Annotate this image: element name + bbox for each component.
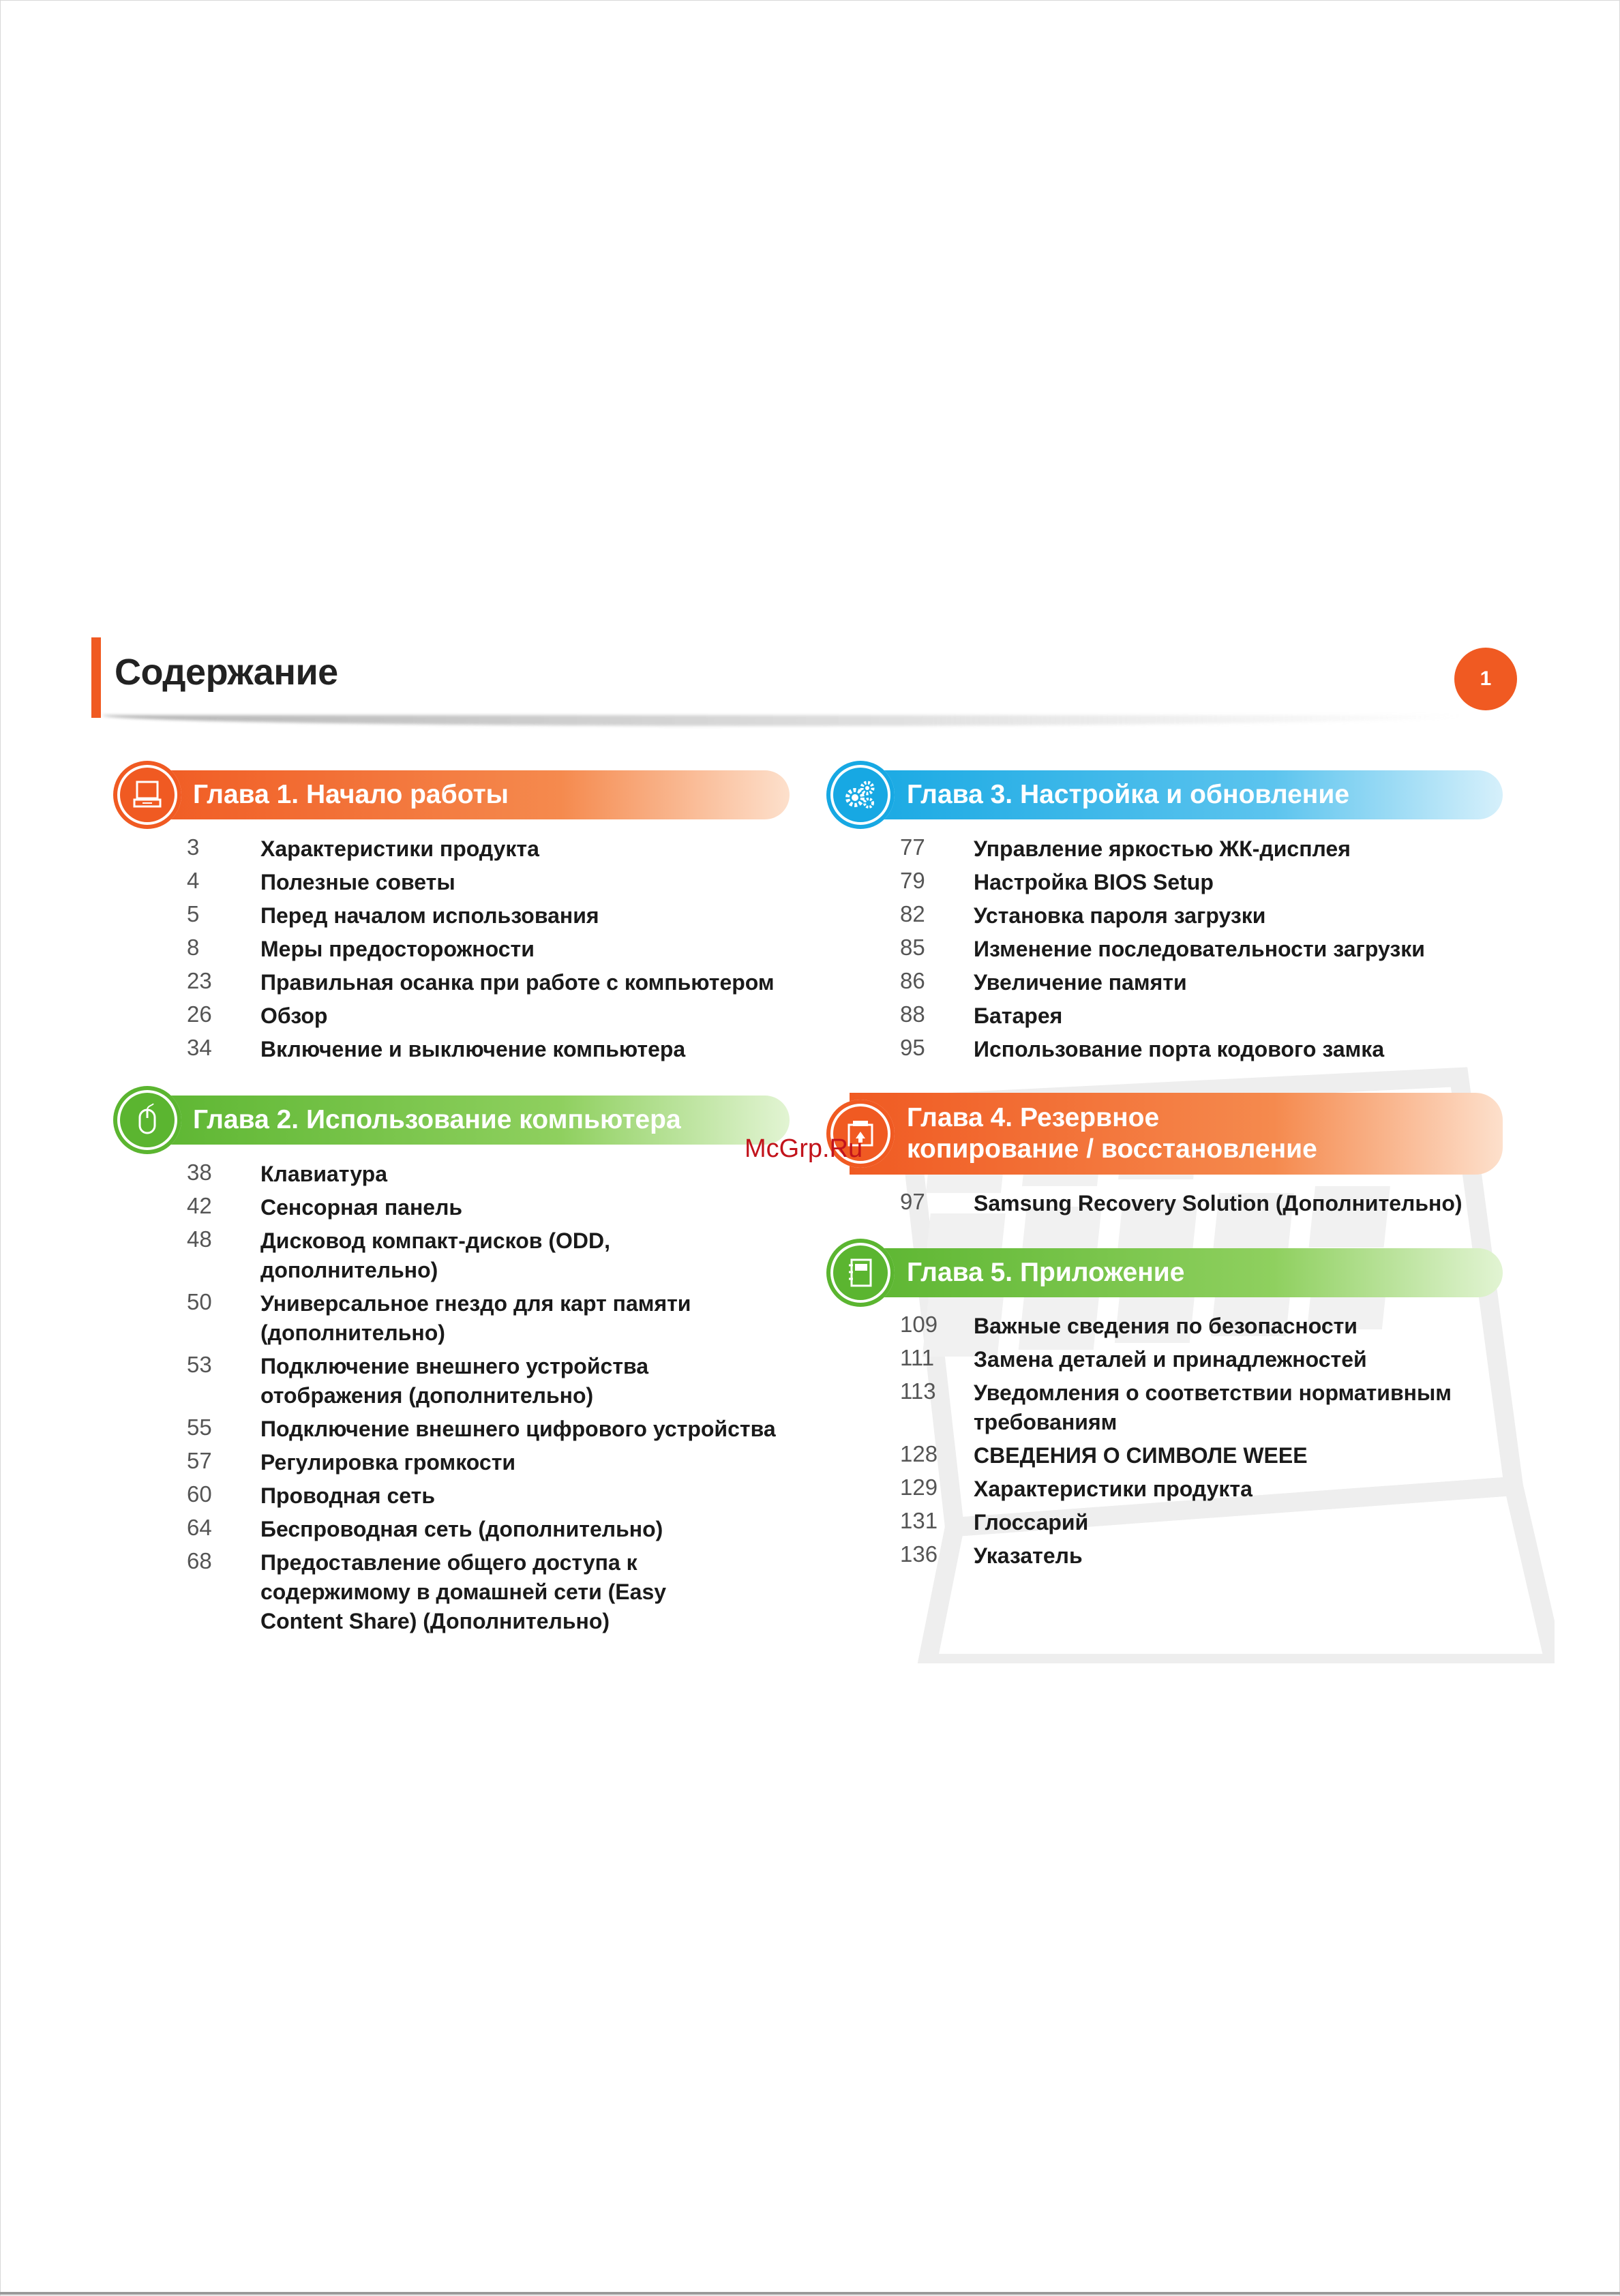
toc-entry[interactable] xyxy=(187,1035,775,1064)
toc-title: Указатель xyxy=(974,1543,1083,1568)
chapter-2-list xyxy=(187,1160,776,1640)
toc-page-number: 34 xyxy=(187,1035,212,1060)
toc-entry[interactable] xyxy=(187,1481,776,1511)
toc-entry[interactable] xyxy=(900,968,1425,997)
chapter-4-title[interactable]: Глава 4. Резервное копирование / восстановление xyxy=(907,1103,1317,1164)
toc-page-number: 26 xyxy=(187,1001,212,1027)
toc-page-number: 53 xyxy=(187,1352,212,1377)
chapter-4-list xyxy=(900,1189,1462,1222)
toc-entry[interactable] xyxy=(187,935,775,964)
toc-title: Изменение последовательности загрузки xyxy=(974,937,1425,961)
toc-page-number: 42 xyxy=(187,1193,212,1218)
toc-title: Управление яркостью ЖК-дисплея xyxy=(974,836,1351,861)
toc-page-number: 5 xyxy=(187,901,200,926)
toc-title: Настройка BIOS Setup xyxy=(974,870,1214,894)
toc-entry[interactable] xyxy=(900,1441,1492,1470)
toc-page-number: 97 xyxy=(900,1189,925,1214)
toc-entry[interactable] xyxy=(900,834,1425,864)
toc-title: Правильная осанка при работе с компьютером xyxy=(260,970,775,995)
toc-page-number: 64 xyxy=(187,1515,212,1540)
toc-entry[interactable] xyxy=(187,1548,776,1636)
notebook-icon xyxy=(843,1256,877,1290)
header-accent-bar xyxy=(91,637,101,718)
toc-page-number: 77 xyxy=(900,834,925,860)
chapter-5-list xyxy=(900,1312,1492,1575)
toc-title: Обзор xyxy=(260,1003,328,1028)
toc-title: Меры предосторожности xyxy=(260,937,535,961)
toc-title: Увеличение памяти xyxy=(974,970,1187,995)
toc-entry[interactable] xyxy=(900,901,1425,931)
toc-entry[interactable] xyxy=(900,1378,1492,1437)
laptop-icon xyxy=(130,778,164,812)
toc-title: Предоставление общего доступа к содержимому в домашней сети (Easy Content Share) (Дополнительно) xyxy=(260,1550,667,1633)
toc-page-number: 113 xyxy=(900,1378,936,1404)
toc-title: Полезные советы xyxy=(260,870,455,894)
toc-page-number: 128 xyxy=(900,1441,938,1466)
chapter-5-badge xyxy=(826,1239,895,1307)
chapter-2-badge xyxy=(113,1086,181,1154)
mouse-icon xyxy=(130,1103,164,1137)
chapter-3-badge xyxy=(826,761,895,829)
toc-page-number: 79 xyxy=(900,868,925,893)
toc-page-number: 131 xyxy=(900,1508,938,1533)
chapter-3-title[interactable]: Глава 3. Настройка и обновление xyxy=(907,780,1350,809)
bottom-border xyxy=(0,2292,1620,2295)
toc-page-number: 4 xyxy=(187,868,200,893)
toc-title: Использование порта кодового замка xyxy=(974,1037,1385,1061)
toc-title: Глоссарий xyxy=(974,1510,1089,1535)
page-number-badge: 1 xyxy=(1454,648,1517,710)
toc-page-number: 95 xyxy=(900,1035,925,1060)
toc-page-number: 38 xyxy=(187,1160,212,1185)
toc-page-number: 8 xyxy=(187,935,200,960)
chapter-3-list xyxy=(900,834,1425,1068)
toc-entry[interactable] xyxy=(900,1001,1425,1031)
toc-entry[interactable] xyxy=(187,1448,776,1477)
toc-title: Дисковод компакт-дисков (ODD, дополнительно) xyxy=(260,1228,610,1282)
chapter-1-badge xyxy=(113,761,181,829)
toc-page-number: 55 xyxy=(187,1415,212,1440)
toc-title: Батарея xyxy=(974,1003,1063,1028)
toc-title: Установка пароля загрузки xyxy=(974,903,1266,928)
toc-entry[interactable] xyxy=(187,868,775,897)
toc-title: Подключение внешнего цифрового устройства xyxy=(260,1417,776,1441)
toc-title: СВЕДЕНИЯ О СИМВОЛЕ WEEE xyxy=(974,1443,1308,1468)
toc-title: Важные сведения по безопасности xyxy=(974,1314,1358,1338)
toc-entry[interactable] xyxy=(900,1541,1492,1571)
toc-entry[interactable] xyxy=(187,901,775,931)
toc-page-number: 23 xyxy=(187,968,212,993)
toc-title: Уведомления о соответствии нормативным требованиям xyxy=(974,1380,1452,1434)
toc-entry[interactable] xyxy=(900,1035,1425,1064)
toc-title: Перед началом использования xyxy=(260,903,599,928)
chapter-1-list xyxy=(187,834,775,1068)
toc-page-number: 136 xyxy=(900,1541,938,1567)
toc-title: Включение и выключение компьютера xyxy=(260,1037,686,1061)
toc-entry[interactable] xyxy=(900,868,1425,897)
toc-entry[interactable] xyxy=(187,968,775,997)
toc-page-number: 88 xyxy=(900,1001,925,1027)
toc-title: Сенсорная панель xyxy=(260,1195,463,1220)
watermark: McGrp.Ru xyxy=(745,1134,863,1163)
toc-entry[interactable] xyxy=(187,1160,776,1189)
toc-page-number: 86 xyxy=(900,968,925,993)
chapter-2-title[interactable]: Глава 2. Использование компьютера xyxy=(193,1105,681,1134)
gears-icon xyxy=(841,776,880,814)
toc-page-number: 111 xyxy=(900,1345,935,1370)
toc-entry[interactable] xyxy=(900,1345,1492,1374)
toc-page-number: 50 xyxy=(187,1289,212,1314)
toc-entry[interactable] xyxy=(900,1312,1492,1341)
chapter-1-title[interactable]: Глава 1. Начало работы xyxy=(193,780,509,809)
toc-entry[interactable] xyxy=(187,1001,775,1031)
toc-entry[interactable] xyxy=(187,1515,776,1544)
toc-entry[interactable] xyxy=(187,1415,776,1444)
toc-entry[interactable] xyxy=(900,1475,1492,1504)
toc-page-number: 57 xyxy=(187,1448,212,1473)
toc-entry[interactable] xyxy=(900,935,1425,964)
toc-title: Проводная сеть xyxy=(260,1483,435,1508)
chapter-5-title[interactable]: Глава 5. Приложение xyxy=(907,1258,1185,1287)
toc-title: Регулировка громкости xyxy=(260,1450,516,1475)
toc-page-number: 82 xyxy=(900,901,925,926)
toc-entry[interactable] xyxy=(187,1193,776,1222)
toc-page-number: 60 xyxy=(187,1481,212,1507)
toc-entry[interactable] xyxy=(900,1508,1492,1537)
toc-title: Беспроводная сеть (дополнительно) xyxy=(260,1517,663,1541)
toc-entry[interactable] xyxy=(900,1189,1462,1218)
toc-page-number: 85 xyxy=(900,935,925,960)
toc-entry[interactable] xyxy=(187,834,775,864)
toc-page-number: 129 xyxy=(900,1475,938,1500)
toc-page-number: 68 xyxy=(187,1548,212,1573)
toc-entry[interactable] xyxy=(187,1352,776,1410)
toc-title: Замена деталей и принадлежностей xyxy=(974,1347,1367,1372)
toc-entry[interactable] xyxy=(187,1289,776,1348)
toc-page-number: 3 xyxy=(187,834,200,860)
toc-title: Характеристики продукта xyxy=(260,836,539,861)
toc-title: Подключение внешнего устройства отображения (дополнительно) xyxy=(260,1354,649,1408)
toc-page-number: 109 xyxy=(900,1312,938,1337)
toc-entry[interactable] xyxy=(187,1226,776,1285)
toc-title: Клавиатура xyxy=(260,1162,387,1186)
page-title: Содержание xyxy=(115,652,338,693)
toc-page-number: 48 xyxy=(187,1226,212,1252)
toc-title: Универсальное гнездо для карт памяти (дополнительно) xyxy=(260,1291,691,1345)
toc-title: Samsung Recovery Solution (Дополнительно) xyxy=(974,1191,1462,1215)
toc-title: Характеристики продукта xyxy=(974,1477,1252,1501)
